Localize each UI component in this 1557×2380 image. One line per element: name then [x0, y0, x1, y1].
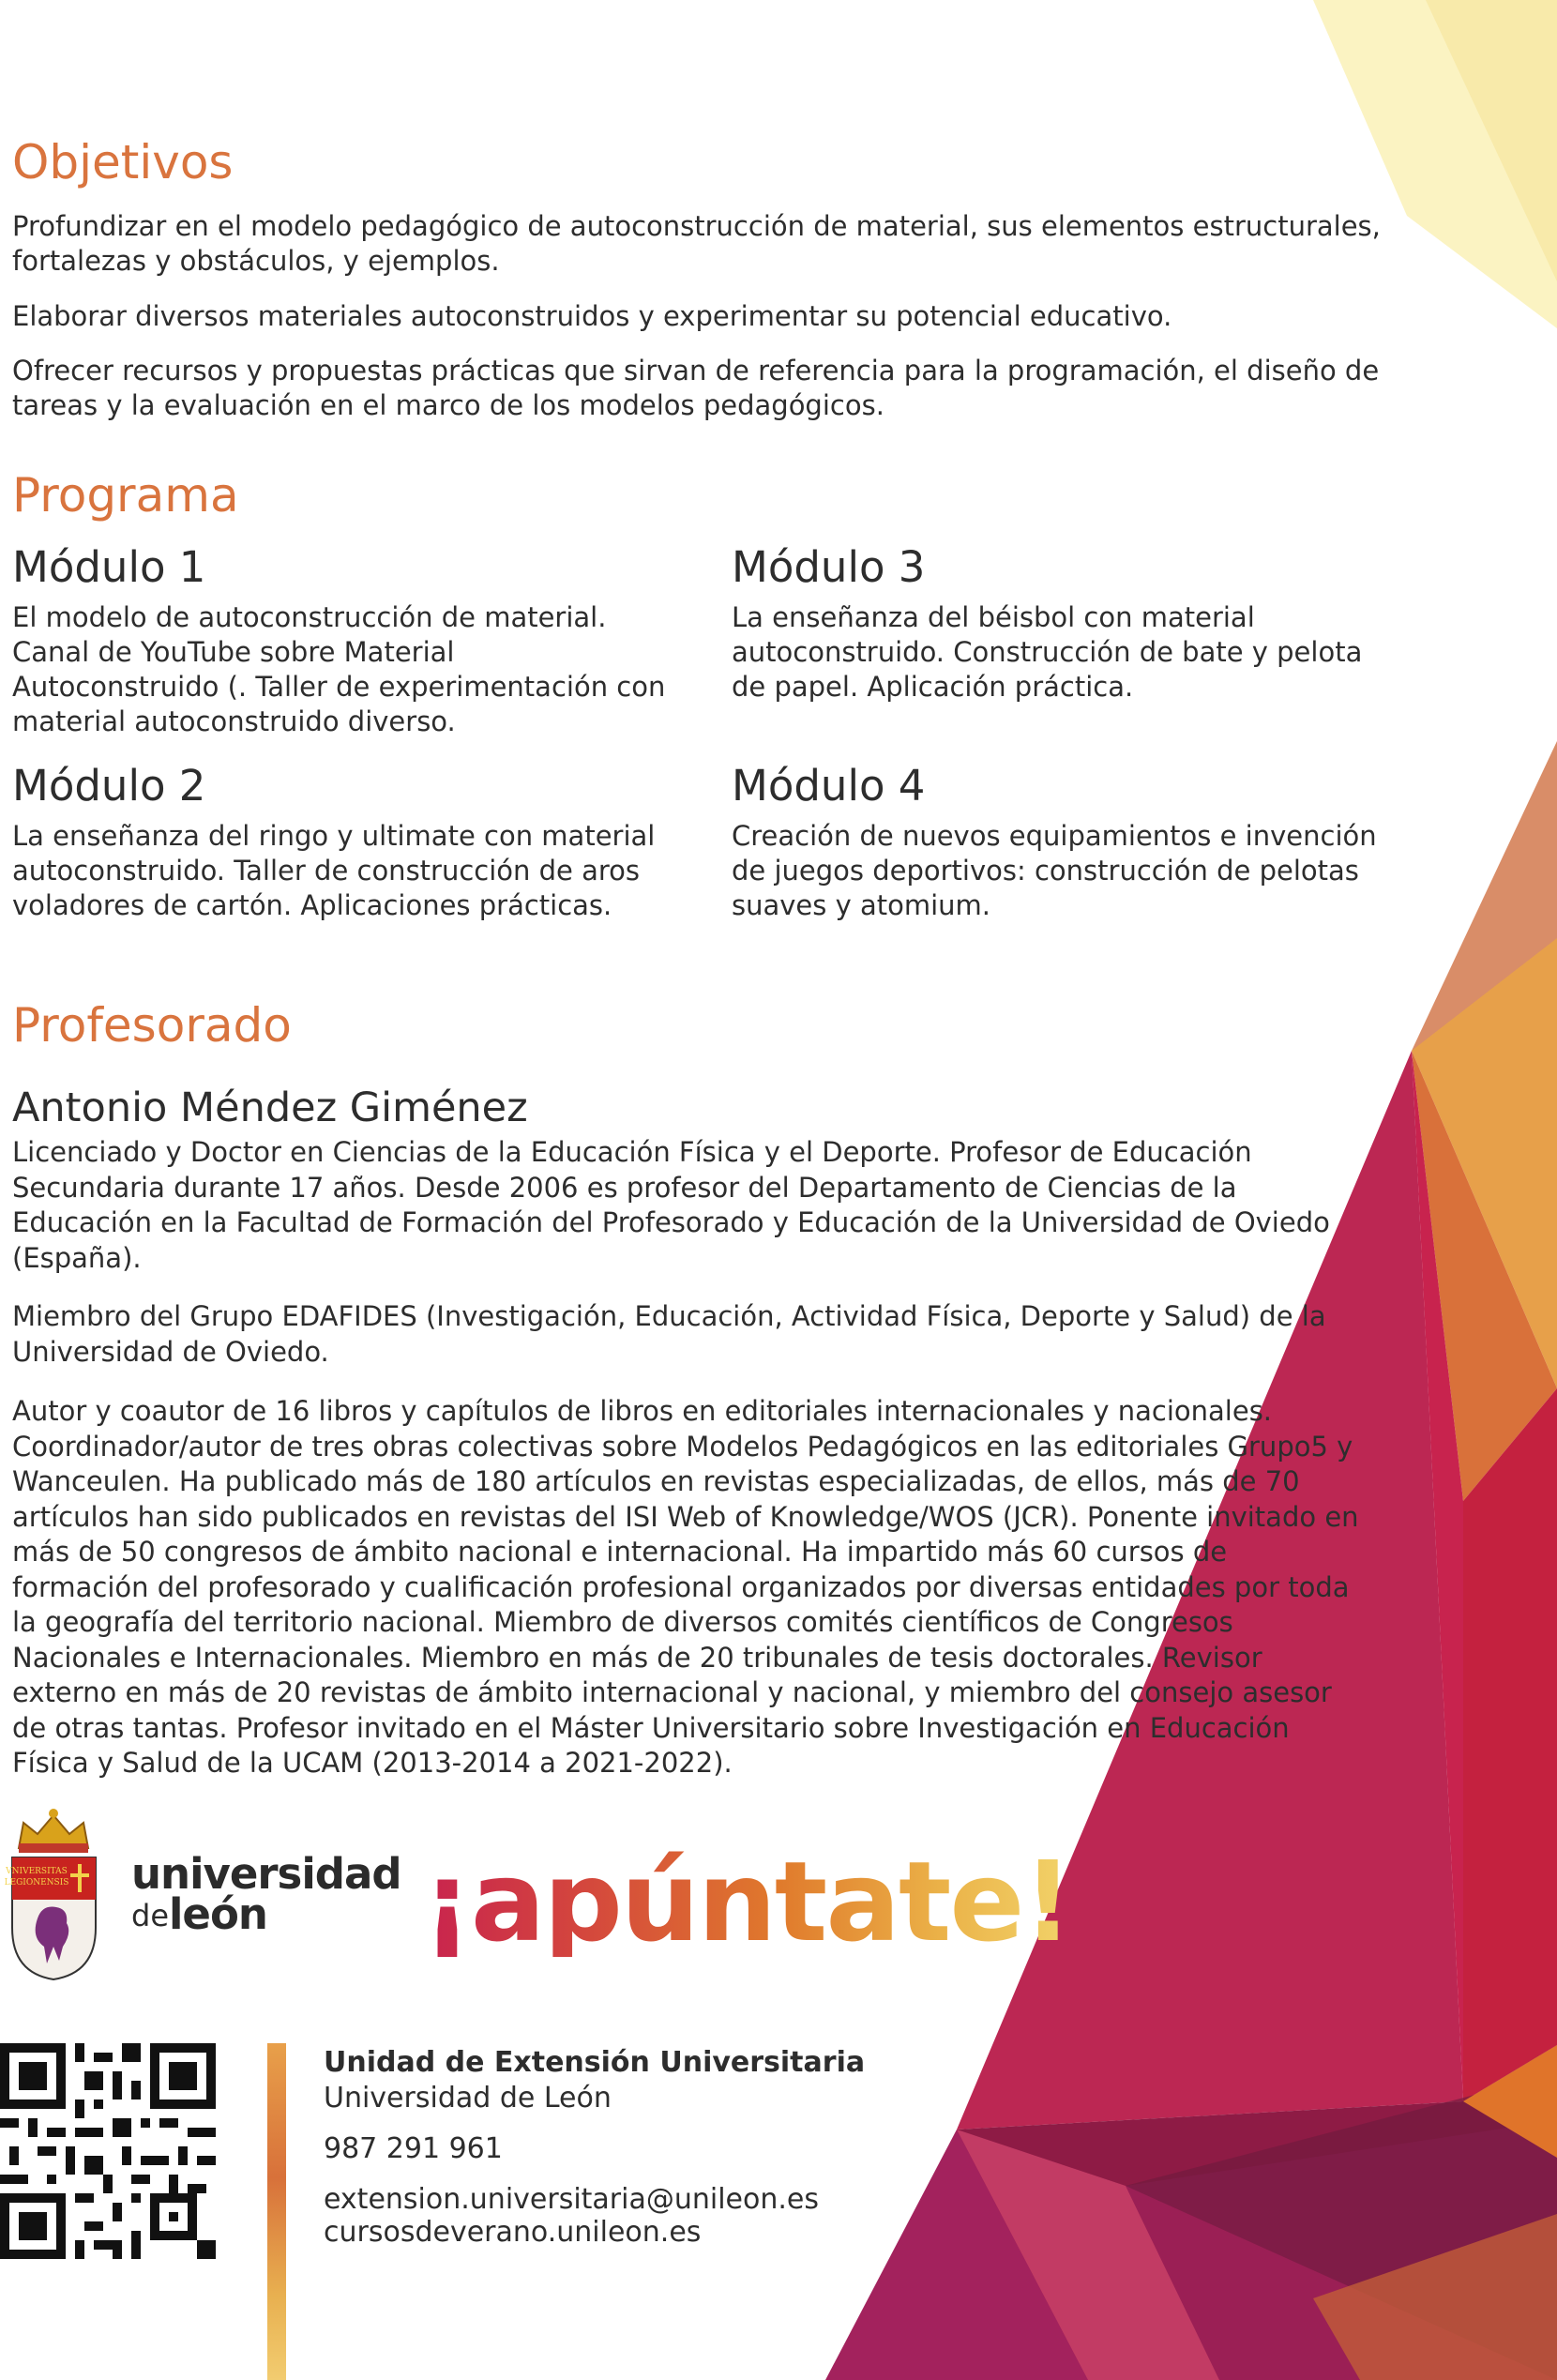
- shield-text: VNIVERSITAS: [6, 1867, 68, 1876]
- professor-bio: Licenciado y Doctor en Ciencias de la Educación Física y el Deporte. Profesor de Educación Secundaria durante 17 años. Desde 2006 es profesor del Departamento de Ciencias de la Educación en la Facultad de Formación del Profesorado y Educación de la Universidad de Oviedo (España).: [12, 1136, 1330, 1274]
- programa-title: Programa: [12, 468, 239, 523]
- contact-email[interactable]: extension.universitaria@unileon.es: [324, 2183, 820, 2216]
- qr-code[interactable]: [0, 2043, 216, 2259]
- objetivo-item: Elaborar diversos materiales autoconstruidos y experimentar su potencial educativo.: [12, 300, 1172, 332]
- profesorado-title: Profesorado: [12, 998, 292, 1053]
- module-title: Módulo 1: [12, 542, 206, 592]
- university-shield-logo: [5, 1806, 103, 1984]
- university-wordmark-leon: león: [169, 1889, 267, 1939]
- module-text: La enseñanza del béisbol con material autoconstruido. Construcción de bate y pelota de papel. Aplicación práctica.: [732, 601, 1363, 703]
- university-wordmark-de: de: [131, 1898, 169, 1933]
- shield-text: LEGIONENSIS: [5, 1878, 69, 1887]
- objetivos-title: Objetivos: [12, 135, 234, 189]
- objetivo-item: Profundizar en el modelo pedagógico de autoconstrucción de material, sus elementos estructurales, fortalezas y obstáculos, y ejemplos.: [12, 210, 1381, 277]
- university-wordmark: universidad: [131, 1849, 401, 1899]
- module-text: El modelo de autoconstrucción de material. Canal de YouTube sobre Material Autoconstruido (. Taller de experimentación con material autoconstruido diverso.: [12, 601, 666, 737]
- contact-web[interactable]: cursosdeverano.unileon.es: [324, 2216, 702, 2249]
- module-text: La enseñanza del ringo y ultimate con material autoconstruido. Taller de construcción de aros voladores de cartón. Aplicaciones prácticas.: [12, 820, 656, 921]
- contact-university: Universidad de León: [324, 2082, 612, 2115]
- module-title: Módulo 2: [12, 761, 206, 811]
- professor-bio: Autor y coautor de 16 libros y capítulos de libros en editoriales internacionales y nacionales. Coordinador/autor de tres obras colectivas sobre Modelos Pedagógicos en las editoriales Grupo5 y Wanceulen. Ha publicado más de 180 artículos en revistas especializadas, de ellos, más de 70 artículos han sido publicados en revistas del ISI Web of Knowledge/WOS (JCR). Ponente invitado en más de 50 congresos de ámbito nacional e internacional. Ha impartido más 60 cursos de formación del profesorado y cualificación profesional organizados por diversas entidades por toda la geografía del territorio nacional. Miembro de diversos comités científicos de Congresos Nacionales e Internacionales. Miembro en más de 20 tribunales de tesis doctorales. Revisor externo en más de 20 revistas de ámbito internacional y nacional, y miembro del consejo asesor de otras tantas. Profesor invitado en el Máster Universitario sobre Investigación en Educación Física y Salud de la UCAM (2013-2014 a 2021-2022).: [12, 1395, 1359, 1779]
- professor-bio: Miembro del Grupo EDAFIDES (Investigación, Educación, Actividad Física, Deporte y Salud) de la Universidad de Oviedo.: [12, 1300, 1326, 1368]
- contact-unit: Unidad de Extensión Universitaria: [324, 2046, 866, 2079]
- module-title: Módulo 3: [732, 542, 926, 592]
- apuntate-slogan: ¡apúntate!: [422, 1837, 1072, 1966]
- contact-phone[interactable]: 987 291 961: [324, 2132, 503, 2165]
- module-title: Módulo 4: [732, 761, 926, 811]
- objetivo-item: Ofrecer recursos y propuestas prácticas que sirvan de referencia para la programación, el diseño de tareas y la evaluación en el marco de los modelos pedagógicos.: [12, 355, 1380, 421]
- module-text: Creación de nuevos equipamientos e invención de juegos deportivos: construcción de pelotas suaves y atomium.: [732, 820, 1377, 921]
- professor-name: Antonio Méndez Giménez: [12, 1084, 528, 1131]
- divider-bar: [267, 2043, 286, 2380]
